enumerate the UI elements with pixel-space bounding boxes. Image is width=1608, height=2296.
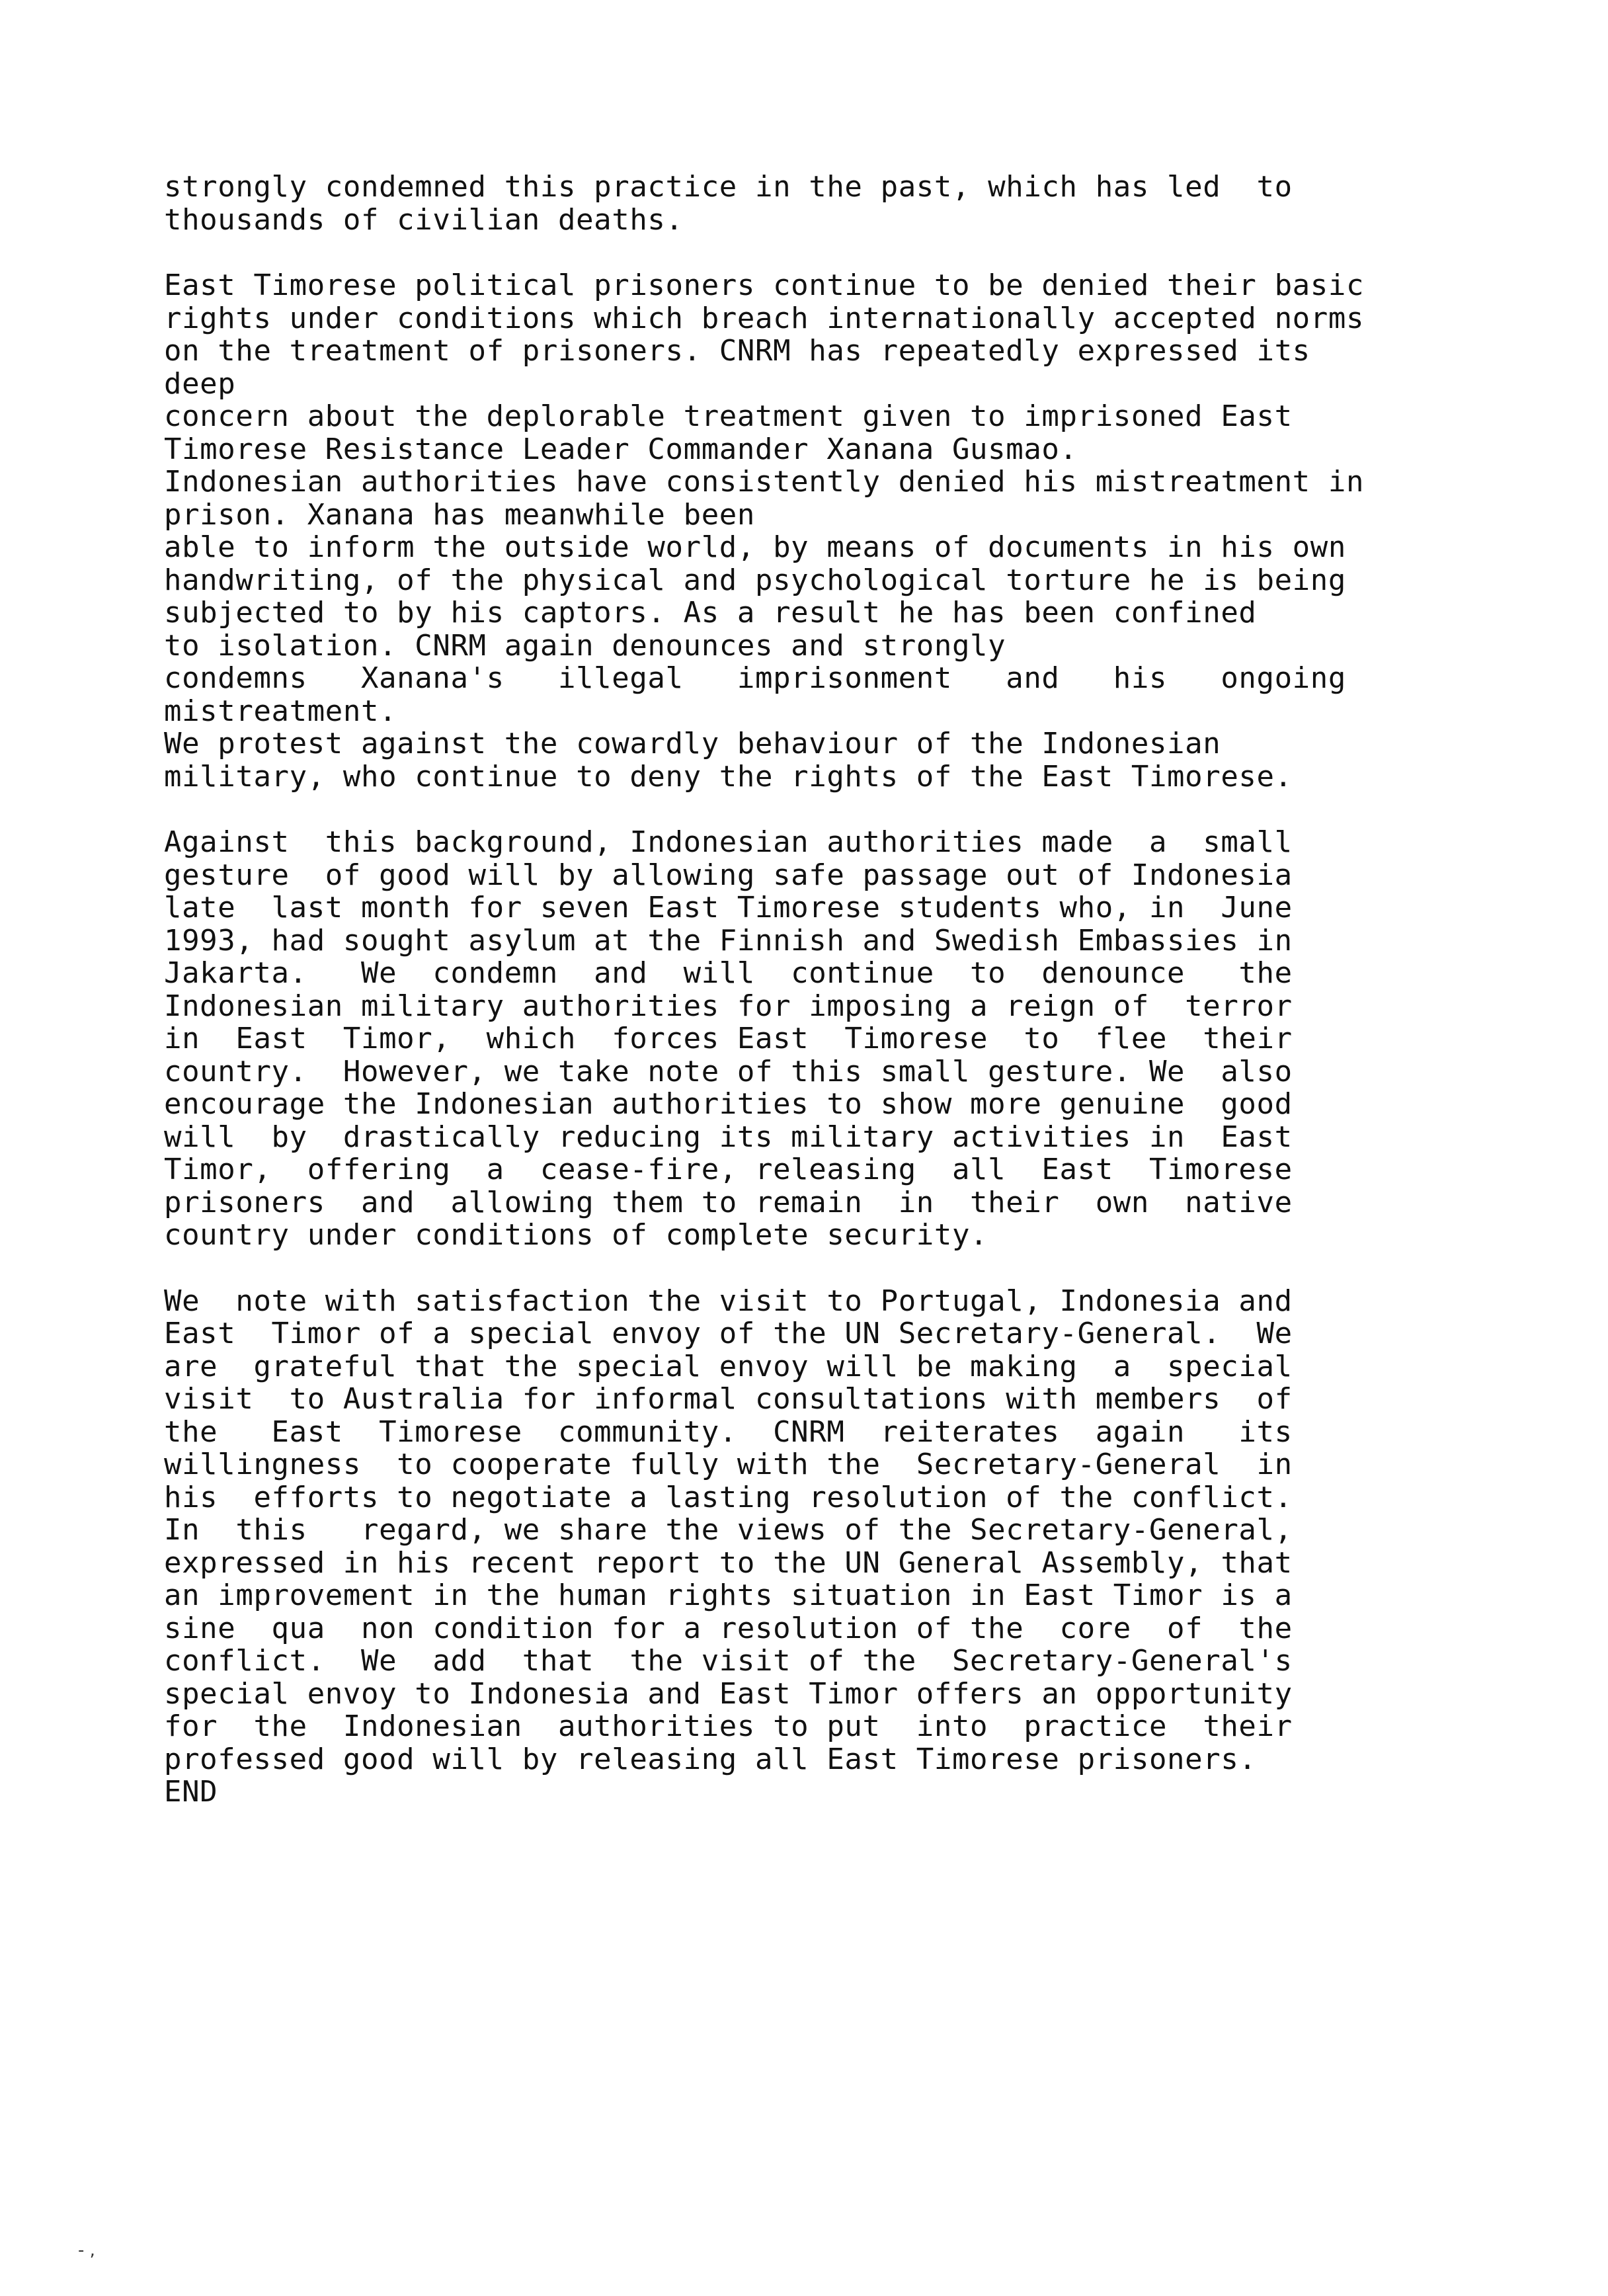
- text-line: are grateful that the special envoy will be making a special: [164, 1349, 1293, 1383]
- text-line: prison. Xanana has meanwhile been: [164, 497, 755, 532]
- text-line: deep: [164, 366, 236, 401]
- text-line: END: [164, 1775, 218, 1809]
- text-line: subjected to by his captors. As a result he has been confined: [164, 596, 1257, 630]
- paragraph: [164, 269, 1486, 793]
- paragraph: [164, 171, 1486, 236]
- text-line: professed good will by releasing all East Timorese prisoners.: [164, 1742, 1257, 1776]
- document-body: [164, 171, 1486, 1842]
- text-line: Indonesian authorities have consistently denied his mistreatment in: [164, 465, 1365, 499]
- text-line: Timor, offering a cease-fire, releasing all East Timorese: [164, 1153, 1293, 1186]
- text-line: prisoners and allowing them to remain in their own native: [164, 1185, 1293, 1219]
- text-line: willingness to cooperate fully with the Secretary-General in: [164, 1448, 1293, 1481]
- text-line: an improvement in the human rights situation in East Timor is a: [164, 1578, 1293, 1612]
- page-corner-marks: - ,: [78, 2240, 95, 2260]
- text-line: sine qua non condition for a resolution of the core of the: [164, 1611, 1293, 1645]
- text-line: condemns Xanana's illegal imprisonment and his ongoing: [164, 661, 1346, 695]
- text-line: East Timor of a special envoy of the UN Secretary-General. We: [164, 1317, 1293, 1350]
- text-line: expressed in his recent report to the UN General Assembly, that: [164, 1545, 1293, 1580]
- text-line: the East Timorese community. CNRM reiterates again its: [164, 1414, 1293, 1449]
- text-line: for the Indonesian authorities to put into practice their: [164, 1709, 1293, 1743]
- text-line: able to inform the outside world, by means of documents in his own: [164, 530, 1346, 564]
- text-line: Jakarta. We condemn and will continue to denounce the: [164, 956, 1293, 990]
- text-line: on the treatment of prisoners. CNRM has repeatedly expressed its: [164, 334, 1310, 368]
- paragraph: [164, 1285, 1486, 1809]
- text-line: rights under conditions which breach internationally accepted norms: [164, 301, 1365, 335]
- text-line: conflict. We add that the visit of the Secretary-General's: [164, 1644, 1293, 1678]
- text-line: We note with satisfaction the visit to Portugal, Indonesia and: [164, 1284, 1293, 1318]
- text-line: in East Timor, which forces East Timorese to flee their: [164, 1022, 1293, 1055]
- text-line: encourage the Indonesian authorities to show more genuine good: [164, 1087, 1293, 1121]
- text-line: country under conditions of complete security.: [164, 1218, 988, 1252]
- text-line: concern about the deplorable treatment given to imprisoned East: [164, 399, 1293, 433]
- text-line: thousands of civilian deaths.: [164, 202, 684, 237]
- text-line: In this regard, we share the views of the Secretary-General,: [164, 1513, 1293, 1547]
- text-line: country. However, we take note of this small gesture. We also: [164, 1054, 1293, 1088]
- text-line: will by drastically reducing its military activities in East: [164, 1120, 1293, 1154]
- text-line: East Timorese political prisoners continue to be denied their basic: [164, 268, 1365, 302]
- text-line: We protest against the cowardly behaviour of the Indonesian: [164, 727, 1221, 760]
- text-line: late last month for seven East Timorese students who, in June: [164, 891, 1293, 924]
- text-line: mistreatment.: [164, 694, 397, 728]
- text-line: visit to Australia for informal consultations with members of: [164, 1382, 1293, 1416]
- paragraph: [164, 826, 1486, 1252]
- text-line: to isolation. CNRM again denounces and strongly: [164, 628, 1006, 663]
- text-line: his efforts to negotiate a lasting resolution of the conflict.: [164, 1480, 1293, 1514]
- text-line: military, who continue to deny the rights of the East Timorese.: [164, 759, 1293, 794]
- text-line: Timorese Resistance Leader Commander Xanana Gusmao.: [164, 432, 1078, 466]
- text-line: gesture of good will by allowing safe passage out of Indonesia: [164, 858, 1293, 892]
- text-line: handwriting, of the physical and psychological torture he is being: [164, 563, 1346, 597]
- text-line: Indonesian military authorities for imposing a reign of terror: [164, 989, 1293, 1023]
- text-line: special envoy to Indonesia and East Timor offers an opportunity: [164, 1676, 1293, 1711]
- text-line: Against this background, Indonesian authorities made a small: [164, 825, 1293, 859]
- text-line: strongly condemned this practice in the past, which has led to: [164, 170, 1293, 204]
- text-line: 1993, had sought asylum at the Finnish and Swedish Embassies in: [164, 923, 1293, 958]
